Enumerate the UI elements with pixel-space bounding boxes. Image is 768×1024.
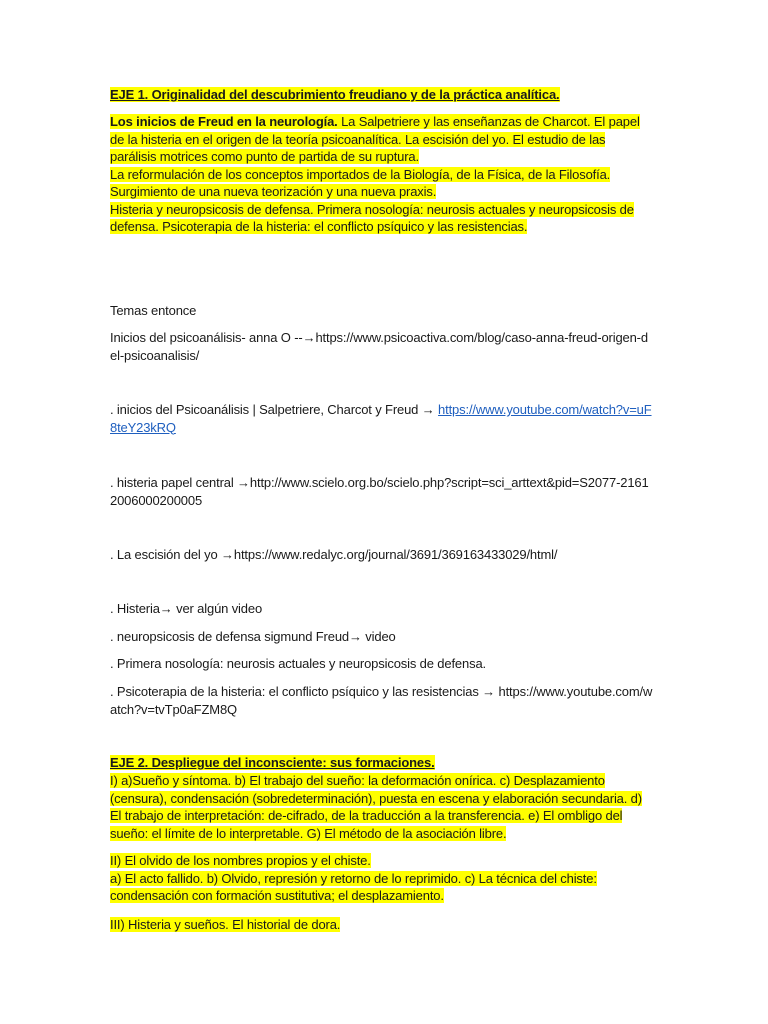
eje2-heading bbox=[110, 754, 655, 772]
temas-item-7: . Primera nosología: neurosis actuales y neuropsicosis de defensa. bbox=[110, 656, 486, 671]
temas-item-5: . Histeria→ ver algún video bbox=[110, 601, 263, 616]
temas-item-1 bbox=[110, 329, 655, 364]
temas-item-8-text: . Psicoterapia de la histeria: el conflicto psíquico y las resistencias → bbox=[110, 684, 499, 699]
eje1-line2: La reformulación de los conceptos importados de la Biología, de la Física, de la Filosofía. Surgimiento de una nueva teorización y una nueva praxis. bbox=[110, 166, 611, 199]
youtube-link-charcot[interactable]: https://www.youtube.com/watch?v=uF8teY23kRQ bbox=[110, 402, 652, 435]
eje1-heading-text: EJE 1. Originalidad del descubrimiento freudiano y de la práctica analítica. bbox=[110, 87, 560, 102]
eje2-section-2-text: a) El acto fallido. b) Olvido, represión y retorno de lo reprimido. c) La técnica del chiste: condensación con formación sustitutiva; el desplazamiento. bbox=[110, 870, 597, 903]
temas-item-1-url: https://www.psicoactiva.com/blog/caso-anna-freud-origen-del-psicoanalisis/ bbox=[110, 330, 648, 363]
temas-item-6: . neuropsicosis de defensa sigmund Freud→ video bbox=[110, 629, 396, 644]
temas-item-1-text: Inicios del psicoanálisis- anna O --→ bbox=[110, 330, 316, 345]
temas-item-2 bbox=[110, 401, 655, 436]
eje1-heading bbox=[110, 86, 655, 104]
temas-item-8-url: https://www.youtube.com/watch?v=tvTp0aFZM8Q bbox=[110, 684, 653, 717]
temas-title: Temas entonce bbox=[110, 303, 197, 318]
eje2-section-3 bbox=[110, 916, 655, 934]
temas-item-3-url: http://www.scielo.org.bo/scielo.php?script=sci_arttext&pid=S2077-21612006000200005 bbox=[110, 475, 649, 508]
eje1-lead-bold: Los inicios de Freud en la neurología. bbox=[110, 114, 338, 129]
eje1-lead-rest: La Salpetriere y las enseñanzas de Charcot. El papel de la histeria en el origen de la teoría psicoanalítica. La escisión del yo. El estudio de las parálisis motrices como punto de partida de su ruptura. bbox=[110, 114, 640, 164]
temas-item-3 bbox=[110, 474, 655, 509]
eje1-line3: Histeria y neuropsicosis de defensa. Primera nosología: neurosis actuales y neuropsicosis de defensa. Psicoterapia de la histeria: el conflicto psíquico y las resistencias. bbox=[110, 201, 634, 234]
temas-item-4 bbox=[110, 546, 655, 564]
eje2-heading-text: EJE 2. Despliegue del inconsciente: sus formaciones. bbox=[110, 755, 435, 770]
temas-item-4-text: . La escisión del yo → bbox=[110, 547, 234, 562]
eje1-body bbox=[110, 113, 655, 236]
eje2-section-2-title: II) El olvido de los nombres propios y el chiste. bbox=[110, 853, 371, 868]
temas-item-8 bbox=[110, 683, 655, 718]
temas-item-2-text: . inicios del Psicoanálisis | Salpetriere, Charcot y Freud → bbox=[110, 402, 439, 417]
temas-item-3-text: . histeria papel central → bbox=[110, 475, 250, 490]
eje2-section-3-text: III) Histeria y sueños. El historial de dora. bbox=[110, 917, 341, 932]
eje2-section-1-text: I) a)Sueño y síntoma. b) El trabajo del sueño: la deformación onírica. c) Desplazamiento (censura), condensación (sobredeterminación), puesta en escena y elaboración secundaria. d) El trabajo de interpretación: de-cifrado, de la traducción a la transferencia. e) El ombligo del sueño: el límite de lo interpretable. G) El método de la asociación libre. bbox=[110, 773, 642, 841]
eje2-section-2 bbox=[110, 852, 655, 905]
temas-item-4-url: https://www.redalyc.org/journal/3691/369163433029/html/ bbox=[233, 547, 558, 562]
eje2-section-1 bbox=[110, 772, 655, 842]
